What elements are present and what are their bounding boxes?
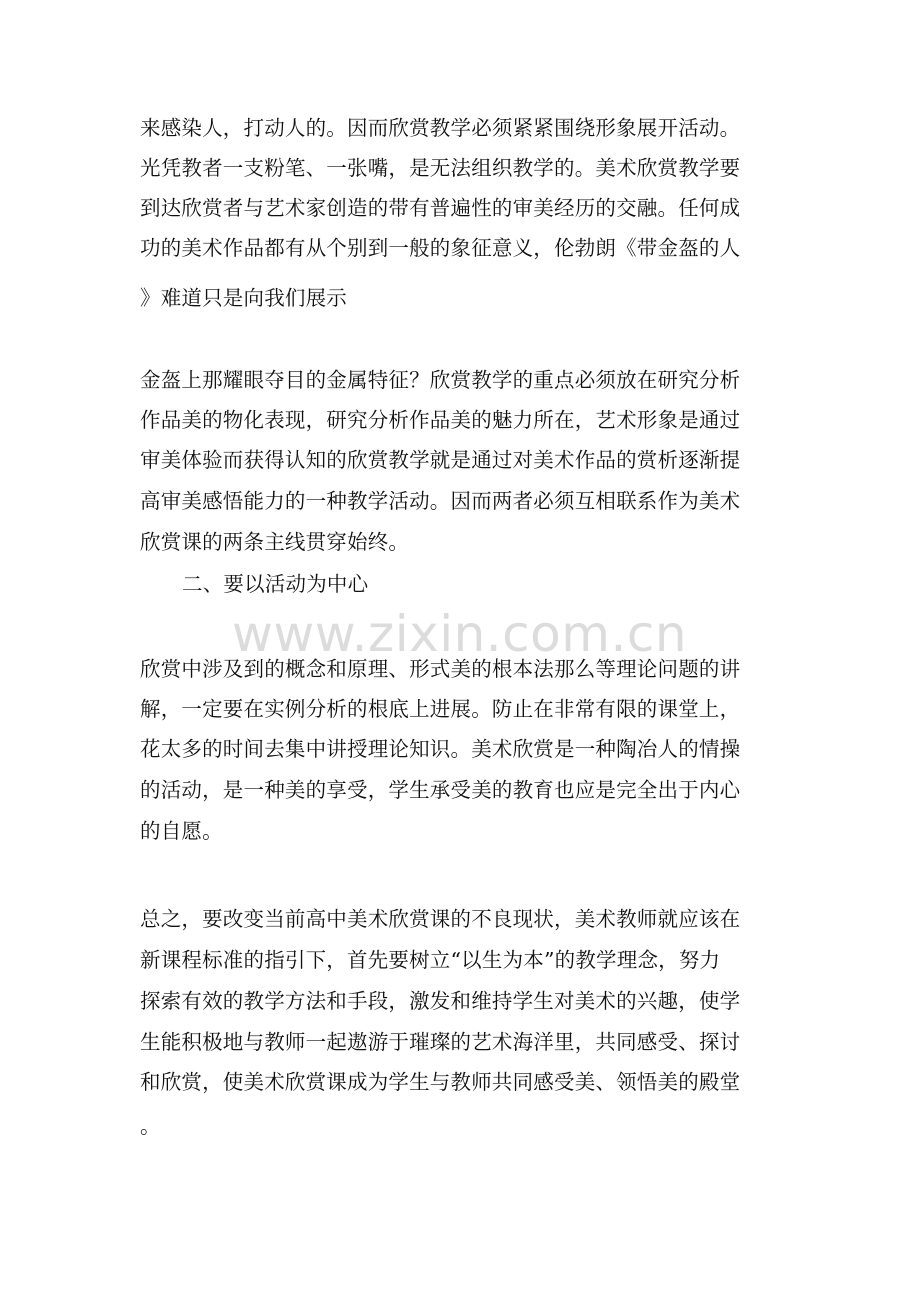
- text-line: 金盔上那耀眼夺目的金属特征？欣赏教学的重点必须放在研究分析: [140, 368, 741, 392]
- text-line: 新课程标准的指引下，首先要树立“以生为本”的教学理念，努力: [140, 948, 721, 972]
- text-line: 。: [140, 1114, 161, 1138]
- text-line: 探索有效的教学方法和手段，激发和维持学生对美术的兴趣，使学: [140, 989, 741, 1013]
- text-line: 解，一定要在实例分析的根底上进展。防止在非常有限的课堂上，: [140, 697, 741, 721]
- text-line: 来感染人，打动人的。因而欣赏教学必须紧紧围绕形象展开活动。: [140, 116, 741, 140]
- text-line: 到达欣赏者与艺术家创造的带有普遍性的审美经历的交融。任何成: [140, 196, 741, 220]
- text-line: 的活动，是一种美的享受，学生承受美的教育也应是完全出于内心: [140, 778, 741, 802]
- text-line: 功的美术作品都有从个别到一般的象征意义，伦勃朗《带金盔的人: [140, 236, 741, 260]
- section-heading: 二、要以活动为中心: [182, 572, 369, 596]
- text-line: 生能积极地与教师一起遨游于璀璨的艺术海洋里，共同感受、探讨: [140, 1030, 741, 1054]
- watermark-text: www.zixin.com.cn: [232, 605, 688, 663]
- text-line: 的自愿。: [140, 819, 223, 843]
- text-line: 作品美的物化表现，研究分析作品美的魅力所在，艺术形象是通过: [140, 408, 741, 432]
- text-line: 总之，要改变当前高中美术欣赏课的不良现状，美术教师就应该在: [140, 907, 741, 931]
- text-line: 高审美感悟能力的一种教学活动。因而两者必须互相联系作为美术: [140, 489, 741, 513]
- text-line: 光凭教者一支粉笔、一张嘴，是无法组织教学的。美术欣赏教学要: [140, 156, 741, 180]
- text-line: 花太多的时间去集中讲授理论知识。美术欣赏是一种陶冶人的情操: [140, 737, 741, 761]
- text-line: 》难道只是向我们展示: [140, 286, 347, 310]
- text-line: 和欣赏，使美术欣赏课成为学生与教师共同感受美、领悟美的殿堂: [140, 1070, 741, 1094]
- text-line: 审美体验而获得认知的欣赏教学就是通过对美术作品的赏析逐渐提: [140, 448, 741, 472]
- text-line: 欣赏中涉及到的概念和原理、形式美的根本法那么等理论问题的讲: [140, 657, 741, 681]
- text-line: 欣赏课的两条主线贯穿始终。: [140, 530, 410, 554]
